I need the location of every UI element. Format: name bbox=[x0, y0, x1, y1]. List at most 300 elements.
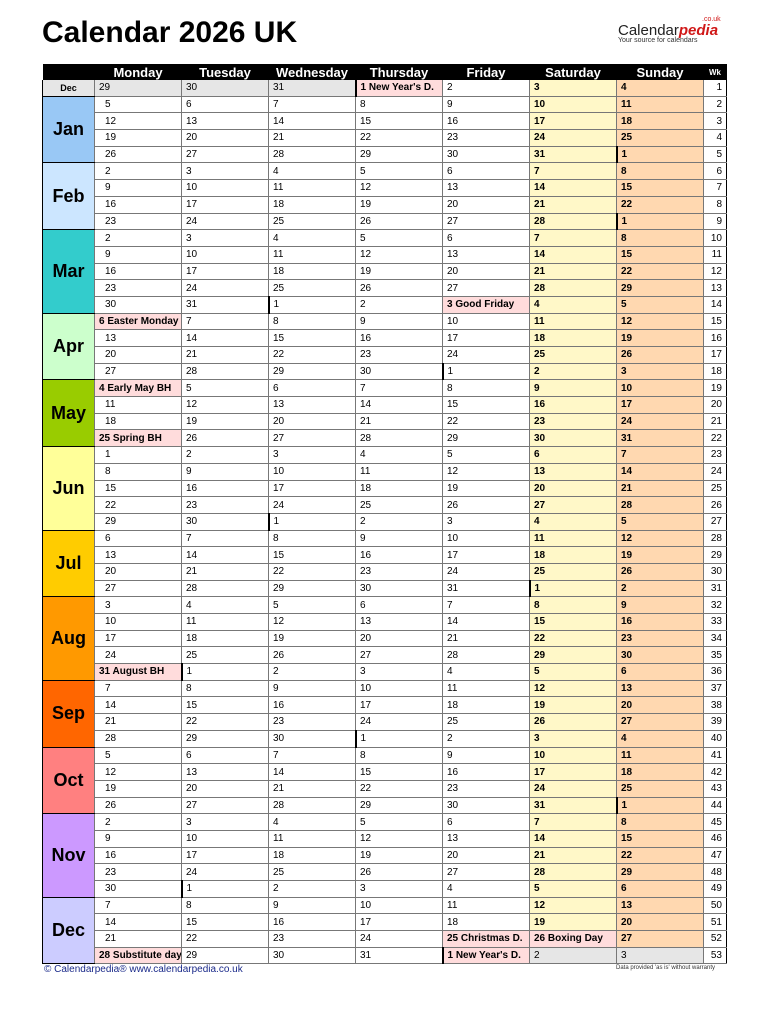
day-cell[interactable]: 12 bbox=[356, 830, 443, 847]
day-cell[interactable]: 27 bbox=[443, 213, 530, 230]
day-cell[interactable]: 30 bbox=[182, 513, 269, 530]
holiday-cell[interactable]: 25 Christmas D. bbox=[443, 931, 530, 948]
day-cell[interactable]: 6 bbox=[95, 530, 182, 547]
day-cell[interactable]: 5 bbox=[356, 230, 443, 247]
day-cell[interactable]: 13 bbox=[356, 614, 443, 631]
day-cell[interactable]: 31 bbox=[617, 430, 704, 447]
day-cell[interactable]: 13 bbox=[182, 764, 269, 781]
day-cell[interactable]: 23 bbox=[182, 497, 269, 514]
day-cell[interactable]: 8 bbox=[617, 230, 704, 247]
day-cell[interactable]: 23 bbox=[356, 347, 443, 364]
day-cell[interactable]: 11 bbox=[356, 463, 443, 480]
day-cell[interactable]: 16 bbox=[356, 330, 443, 347]
day-cell[interactable]: 8 bbox=[182, 897, 269, 914]
day-cell[interactable]: 15 bbox=[95, 480, 182, 497]
day-cell[interactable]: 26 bbox=[95, 797, 182, 814]
day-cell[interactable]: 18 bbox=[443, 697, 530, 714]
day-cell[interactable]: 21 bbox=[182, 563, 269, 580]
day-cell[interactable]: 21 bbox=[617, 480, 704, 497]
day-cell[interactable]: 4 bbox=[182, 597, 269, 614]
day-cell[interactable]: 10 bbox=[182, 246, 269, 263]
day-cell[interactable]: 5 bbox=[356, 163, 443, 180]
day-cell[interactable]: 27 bbox=[443, 280, 530, 297]
day-cell[interactable]: 4 bbox=[356, 447, 443, 464]
holiday-cell[interactable]: 28 Substitute day bbox=[95, 947, 182, 964]
day-cell[interactable]: 8 bbox=[530, 597, 617, 614]
day-cell[interactable]: 5 bbox=[617, 513, 704, 530]
day-cell[interactable]: 28 bbox=[443, 647, 530, 664]
day-cell[interactable]: 6 bbox=[182, 96, 269, 113]
day-cell[interactable]: 5 bbox=[530, 881, 617, 898]
day-cell[interactable]: 19 bbox=[95, 130, 182, 147]
day-cell[interactable]: 28 bbox=[269, 146, 356, 163]
day-cell[interactable]: 15 bbox=[356, 764, 443, 781]
day-cell[interactable]: 31 bbox=[269, 80, 356, 96]
day-cell[interactable]: 10 bbox=[443, 313, 530, 330]
day-cell[interactable]: 23 bbox=[95, 864, 182, 881]
day-cell[interactable]: 26 bbox=[617, 347, 704, 364]
day-cell[interactable]: 13 bbox=[443, 830, 530, 847]
holiday-cell[interactable]: 6 Easter Monday bbox=[95, 313, 182, 330]
day-cell[interactable]: 2 bbox=[182, 447, 269, 464]
day-cell[interactable]: 9 bbox=[95, 246, 182, 263]
day-cell[interactable]: 20 bbox=[182, 780, 269, 797]
day-cell[interactable]: 6 bbox=[443, 814, 530, 831]
day-cell[interactable]: 29 bbox=[269, 580, 356, 597]
day-cell[interactable]: 2 bbox=[269, 664, 356, 681]
day-cell[interactable]: 22 bbox=[356, 130, 443, 147]
day-cell[interactable]: 16 bbox=[95, 847, 182, 864]
day-cell[interactable]: 29 bbox=[443, 430, 530, 447]
day-cell[interactable]: 25 bbox=[269, 864, 356, 881]
day-cell[interactable]: 21 bbox=[95, 931, 182, 948]
day-cell[interactable]: 23 bbox=[356, 563, 443, 580]
day-cell[interactable]: 26 bbox=[269, 647, 356, 664]
day-cell[interactable]: 19 bbox=[617, 330, 704, 347]
day-cell[interactable]: 8 bbox=[356, 96, 443, 113]
day-cell[interactable]: 28 bbox=[269, 797, 356, 814]
day-cell[interactable]: 17 bbox=[356, 697, 443, 714]
day-cell[interactable]: 10 bbox=[530, 747, 617, 764]
day-cell[interactable]: 4 bbox=[530, 513, 617, 530]
day-cell[interactable]: 3 bbox=[617, 363, 704, 380]
day-cell[interactable]: 20 bbox=[443, 263, 530, 280]
day-cell[interactable]: 19 bbox=[269, 630, 356, 647]
day-cell[interactable]: 4 bbox=[269, 163, 356, 180]
day-cell[interactable]: 20 bbox=[182, 130, 269, 147]
day-cell[interactable]: 30 bbox=[617, 647, 704, 664]
day-cell[interactable]: 7 bbox=[356, 380, 443, 397]
day-cell[interactable]: 10 bbox=[182, 180, 269, 197]
day-cell[interactable]: 11 bbox=[443, 680, 530, 697]
day-cell[interactable]: 5 bbox=[95, 747, 182, 764]
day-cell[interactable]: 21 bbox=[269, 130, 356, 147]
day-cell[interactable]: 12 bbox=[617, 530, 704, 547]
day-cell[interactable]: 11 bbox=[617, 96, 704, 113]
day-cell[interactable]: 4 bbox=[617, 730, 704, 747]
day-cell[interactable]: 27 bbox=[617, 714, 704, 731]
day-cell[interactable]: 1 bbox=[530, 580, 617, 597]
day-cell[interactable]: 24 bbox=[182, 280, 269, 297]
day-cell[interactable]: 8 bbox=[182, 680, 269, 697]
day-cell[interactable]: 8 bbox=[95, 463, 182, 480]
day-cell[interactable]: 16 bbox=[530, 397, 617, 414]
day-cell[interactable]: 4 bbox=[443, 664, 530, 681]
day-cell[interactable]: 25 bbox=[356, 497, 443, 514]
day-cell[interactable]: 27 bbox=[95, 363, 182, 380]
day-cell[interactable]: 11 bbox=[95, 397, 182, 414]
day-cell[interactable]: 27 bbox=[182, 797, 269, 814]
day-cell[interactable]: 18 bbox=[443, 914, 530, 931]
day-cell[interactable]: 16 bbox=[95, 196, 182, 213]
day-cell[interactable]: 3 bbox=[95, 597, 182, 614]
day-cell[interactable]: 14 bbox=[269, 764, 356, 781]
day-cell[interactable]: 10 bbox=[95, 614, 182, 631]
day-cell[interactable]: 9 bbox=[443, 747, 530, 764]
day-cell[interactable]: 1 bbox=[617, 797, 704, 814]
day-cell[interactable]: 5 bbox=[443, 447, 530, 464]
day-cell[interactable]: 27 bbox=[269, 430, 356, 447]
day-cell[interactable]: 11 bbox=[617, 747, 704, 764]
day-cell[interactable]: 28 bbox=[182, 363, 269, 380]
day-cell[interactable]: 21 bbox=[530, 263, 617, 280]
day-cell[interactable]: 1 bbox=[443, 363, 530, 380]
day-cell[interactable]: 6 bbox=[182, 747, 269, 764]
day-cell[interactable]: 3 bbox=[182, 163, 269, 180]
day-cell[interactable]: 18 bbox=[182, 630, 269, 647]
day-cell[interactable]: 16 bbox=[356, 547, 443, 564]
day-cell[interactable]: 9 bbox=[443, 96, 530, 113]
day-cell[interactable]: 8 bbox=[617, 814, 704, 831]
day-cell[interactable]: 24 bbox=[182, 213, 269, 230]
day-cell[interactable]: 5 bbox=[269, 597, 356, 614]
day-cell[interactable]: 4 bbox=[530, 296, 617, 313]
day-cell[interactable]: 19 bbox=[356, 196, 443, 213]
day-cell[interactable]: 30 bbox=[443, 146, 530, 163]
day-cell[interactable]: 22 bbox=[269, 347, 356, 364]
day-cell[interactable]: 7 bbox=[530, 814, 617, 831]
holiday-cell[interactable]: 1 New Year's D. bbox=[356, 80, 443, 96]
day-cell[interactable]: 22 bbox=[617, 847, 704, 864]
day-cell[interactable]: 8 bbox=[269, 530, 356, 547]
day-cell[interactable]: 29 bbox=[182, 730, 269, 747]
day-cell[interactable]: 2 bbox=[530, 947, 617, 964]
day-cell[interactable]: 29 bbox=[356, 797, 443, 814]
day-cell[interactable]: 23 bbox=[95, 280, 182, 297]
day-cell[interactable]: 4 bbox=[617, 80, 704, 96]
day-cell[interactable]: 28 bbox=[617, 497, 704, 514]
day-cell[interactable]: 10 bbox=[269, 463, 356, 480]
day-cell[interactable]: 31 bbox=[530, 797, 617, 814]
day-cell[interactable]: 1 bbox=[95, 447, 182, 464]
holiday-cell[interactable]: 31 August BH bbox=[95, 664, 182, 681]
day-cell[interactable]: 9 bbox=[269, 680, 356, 697]
day-cell[interactable]: 13 bbox=[95, 330, 182, 347]
day-cell[interactable]: 21 bbox=[530, 847, 617, 864]
day-cell[interactable]: 8 bbox=[269, 313, 356, 330]
day-cell[interactable]: 14 bbox=[182, 547, 269, 564]
day-cell[interactable]: 15 bbox=[269, 330, 356, 347]
day-cell[interactable]: 27 bbox=[443, 864, 530, 881]
day-cell[interactable]: 30 bbox=[443, 797, 530, 814]
day-cell[interactable]: 16 bbox=[95, 263, 182, 280]
day-cell[interactable]: 2 bbox=[443, 730, 530, 747]
day-cell[interactable]: 14 bbox=[182, 330, 269, 347]
day-cell[interactable]: 29 bbox=[95, 80, 182, 96]
day-cell[interactable]: 18 bbox=[530, 547, 617, 564]
day-cell[interactable]: 12 bbox=[356, 246, 443, 263]
day-cell[interactable]: 15 bbox=[617, 180, 704, 197]
day-cell[interactable]: 23 bbox=[443, 130, 530, 147]
day-cell[interactable]: 7 bbox=[182, 313, 269, 330]
day-cell[interactable]: 19 bbox=[530, 697, 617, 714]
day-cell[interactable]: 23 bbox=[443, 780, 530, 797]
day-cell[interactable]: 24 bbox=[356, 714, 443, 731]
day-cell[interactable]: 18 bbox=[269, 263, 356, 280]
day-cell[interactable]: 9 bbox=[269, 897, 356, 914]
day-cell[interactable]: 29 bbox=[530, 647, 617, 664]
day-cell[interactable]: 25 bbox=[182, 647, 269, 664]
day-cell[interactable]: 27 bbox=[95, 580, 182, 597]
day-cell[interactable]: 7 bbox=[95, 897, 182, 914]
day-cell[interactable]: 25 bbox=[530, 563, 617, 580]
day-cell[interactable]: 2 bbox=[617, 580, 704, 597]
day-cell[interactable]: 3 bbox=[443, 513, 530, 530]
day-cell[interactable]: 25 bbox=[617, 780, 704, 797]
day-cell[interactable]: 23 bbox=[617, 630, 704, 647]
day-cell[interactable]: 13 bbox=[182, 113, 269, 130]
day-cell[interactable]: 31 bbox=[182, 296, 269, 313]
day-cell[interactable]: 18 bbox=[95, 413, 182, 430]
day-cell[interactable]: 14 bbox=[269, 113, 356, 130]
day-cell[interactable]: 26 bbox=[95, 146, 182, 163]
day-cell[interactable]: 13 bbox=[617, 680, 704, 697]
day-cell[interactable]: 26 bbox=[356, 864, 443, 881]
day-cell[interactable]: 9 bbox=[95, 830, 182, 847]
day-cell[interactable]: 17 bbox=[443, 547, 530, 564]
day-cell[interactable]: 5 bbox=[95, 96, 182, 113]
day-cell[interactable]: 23 bbox=[269, 714, 356, 731]
day-cell[interactable]: 22 bbox=[182, 714, 269, 731]
day-cell[interactable]: 20 bbox=[356, 630, 443, 647]
day-cell[interactable]: 12 bbox=[95, 764, 182, 781]
day-cell[interactable]: 19 bbox=[95, 780, 182, 797]
day-cell[interactable]: 21 bbox=[530, 196, 617, 213]
day-cell[interactable]: 11 bbox=[443, 897, 530, 914]
day-cell[interactable]: 22 bbox=[182, 931, 269, 948]
day-cell[interactable]: 22 bbox=[269, 563, 356, 580]
day-cell[interactable]: 7 bbox=[95, 680, 182, 697]
day-cell[interactable]: 15 bbox=[530, 614, 617, 631]
day-cell[interactable]: 17 bbox=[443, 330, 530, 347]
day-cell[interactable]: 15 bbox=[269, 547, 356, 564]
day-cell[interactable]: 4 bbox=[269, 230, 356, 247]
day-cell[interactable]: 6 bbox=[617, 881, 704, 898]
day-cell[interactable]: 16 bbox=[269, 697, 356, 714]
day-cell[interactable]: 10 bbox=[617, 380, 704, 397]
day-cell[interactable]: 30 bbox=[269, 730, 356, 747]
day-cell[interactable]: 3 bbox=[356, 664, 443, 681]
day-cell[interactable]: 22 bbox=[443, 413, 530, 430]
day-cell[interactable]: 7 bbox=[530, 163, 617, 180]
day-cell[interactable]: 24 bbox=[182, 864, 269, 881]
day-cell[interactable]: 17 bbox=[182, 196, 269, 213]
day-cell[interactable]: 20 bbox=[443, 196, 530, 213]
day-cell[interactable]: 20 bbox=[617, 697, 704, 714]
day-cell[interactable]: 11 bbox=[182, 614, 269, 631]
day-cell[interactable]: 17 bbox=[182, 263, 269, 280]
day-cell[interactable]: 26 bbox=[443, 497, 530, 514]
day-cell[interactable]: 5 bbox=[182, 380, 269, 397]
day-cell[interactable]: 1 bbox=[617, 213, 704, 230]
day-cell[interactable]: 17 bbox=[530, 764, 617, 781]
day-cell[interactable]: 3 bbox=[530, 80, 617, 96]
day-cell[interactable]: 8 bbox=[617, 163, 704, 180]
day-cell[interactable]: 17 bbox=[356, 914, 443, 931]
day-cell[interactable]: 10 bbox=[356, 897, 443, 914]
day-cell[interactable]: 13 bbox=[443, 246, 530, 263]
day-cell[interactable]: 14 bbox=[95, 914, 182, 931]
day-cell[interactable]: 29 bbox=[356, 146, 443, 163]
day-cell[interactable]: 7 bbox=[617, 447, 704, 464]
day-cell[interactable]: 30 bbox=[182, 80, 269, 96]
day-cell[interactable]: 4 bbox=[443, 881, 530, 898]
day-cell[interactable]: 10 bbox=[182, 830, 269, 847]
day-cell[interactable]: 3 bbox=[356, 881, 443, 898]
day-cell[interactable]: 14 bbox=[530, 180, 617, 197]
day-cell[interactable]: 20 bbox=[269, 413, 356, 430]
day-cell[interactable]: 12 bbox=[443, 463, 530, 480]
day-cell[interactable]: 15 bbox=[617, 246, 704, 263]
day-cell[interactable]: 17 bbox=[95, 630, 182, 647]
day-cell[interactable]: 18 bbox=[269, 847, 356, 864]
day-cell[interactable]: 1 bbox=[269, 513, 356, 530]
day-cell[interactable]: 25 bbox=[269, 280, 356, 297]
holiday-cell[interactable]: 3 Good Friday bbox=[443, 296, 530, 313]
day-cell[interactable]: 7 bbox=[182, 530, 269, 547]
day-cell[interactable]: 12 bbox=[617, 313, 704, 330]
day-cell[interactable]: 12 bbox=[95, 113, 182, 130]
day-cell[interactable]: 30 bbox=[356, 580, 443, 597]
day-cell[interactable]: 14 bbox=[617, 463, 704, 480]
day-cell[interactable]: 6 bbox=[530, 447, 617, 464]
day-cell[interactable]: 15 bbox=[356, 113, 443, 130]
day-cell[interactable]: 18 bbox=[617, 764, 704, 781]
day-cell[interactable]: 26 bbox=[617, 563, 704, 580]
day-cell[interactable]: 13 bbox=[443, 180, 530, 197]
day-cell[interactable]: 29 bbox=[182, 947, 269, 964]
day-cell[interactable]: 7 bbox=[269, 96, 356, 113]
day-cell[interactable]: 11 bbox=[269, 246, 356, 263]
day-cell[interactable]: 17 bbox=[182, 847, 269, 864]
day-cell[interactable]: 23 bbox=[95, 213, 182, 230]
day-cell[interactable]: 19 bbox=[443, 480, 530, 497]
day-cell[interactable]: 21 bbox=[95, 714, 182, 731]
day-cell[interactable]: 20 bbox=[443, 847, 530, 864]
day-cell[interactable]: 18 bbox=[617, 113, 704, 130]
day-cell[interactable]: 21 bbox=[356, 413, 443, 430]
day-cell[interactable]: 29 bbox=[617, 280, 704, 297]
day-cell[interactable]: 2 bbox=[356, 513, 443, 530]
day-cell[interactable]: 16 bbox=[443, 113, 530, 130]
day-cell[interactable]: 9 bbox=[530, 380, 617, 397]
day-cell[interactable]: 21 bbox=[443, 630, 530, 647]
day-cell[interactable]: 9 bbox=[356, 530, 443, 547]
day-cell[interactable]: 13 bbox=[95, 547, 182, 564]
day-cell[interactable]: 24 bbox=[443, 563, 530, 580]
day-cell[interactable]: 28 bbox=[530, 280, 617, 297]
day-cell[interactable]: 1 bbox=[356, 730, 443, 747]
day-cell[interactable]: 19 bbox=[356, 847, 443, 864]
day-cell[interactable]: 24 bbox=[617, 413, 704, 430]
day-cell[interactable]: 23 bbox=[530, 413, 617, 430]
day-cell[interactable]: 23 bbox=[269, 931, 356, 948]
day-cell[interactable]: 9 bbox=[182, 463, 269, 480]
day-cell[interactable]: 14 bbox=[356, 397, 443, 414]
holiday-cell[interactable]: 4 Early May BH bbox=[95, 380, 182, 397]
day-cell[interactable]: 16 bbox=[182, 480, 269, 497]
day-cell[interactable]: 24 bbox=[530, 130, 617, 147]
day-cell[interactable]: 20 bbox=[95, 347, 182, 364]
day-cell[interactable]: 16 bbox=[443, 764, 530, 781]
day-cell[interactable]: 20 bbox=[95, 563, 182, 580]
day-cell[interactable]: 12 bbox=[269, 614, 356, 631]
day-cell[interactable]: 28 bbox=[182, 580, 269, 597]
day-cell[interactable]: 29 bbox=[269, 363, 356, 380]
day-cell[interactable]: 30 bbox=[530, 430, 617, 447]
day-cell[interactable]: 28 bbox=[95, 730, 182, 747]
day-cell[interactable]: 19 bbox=[182, 413, 269, 430]
footer-copyright[interactable]: © Calendarpedia® www.calendarpedia.co.uk bbox=[44, 964, 243, 975]
day-cell[interactable]: 15 bbox=[182, 697, 269, 714]
day-cell[interactable]: 6 bbox=[269, 380, 356, 397]
day-cell[interactable]: 26 bbox=[356, 280, 443, 297]
day-cell[interactable]: 2 bbox=[95, 814, 182, 831]
day-cell[interactable]: 5 bbox=[356, 814, 443, 831]
day-cell[interactable]: 5 bbox=[530, 664, 617, 681]
day-cell[interactable]: 10 bbox=[530, 96, 617, 113]
day-cell[interactable]: 17 bbox=[269, 480, 356, 497]
day-cell[interactable]: 22 bbox=[617, 196, 704, 213]
day-cell[interactable]: 24 bbox=[443, 347, 530, 364]
day-cell[interactable]: 27 bbox=[617, 931, 704, 948]
day-cell[interactable]: 3 bbox=[269, 447, 356, 464]
day-cell[interactable]: 1 bbox=[617, 146, 704, 163]
day-cell[interactable]: 13 bbox=[617, 897, 704, 914]
day-cell[interactable]: 1 bbox=[182, 664, 269, 681]
day-cell[interactable]: 31 bbox=[530, 146, 617, 163]
day-cell[interactable]: 16 bbox=[269, 914, 356, 931]
day-cell[interactable]: 12 bbox=[530, 897, 617, 914]
day-cell[interactable]: 19 bbox=[617, 547, 704, 564]
day-cell[interactable]: 27 bbox=[356, 647, 443, 664]
holiday-cell[interactable]: 1 New Year's D. bbox=[443, 947, 530, 964]
day-cell[interactable]: 13 bbox=[269, 397, 356, 414]
day-cell[interactable]: 21 bbox=[182, 347, 269, 364]
day-cell[interactable]: 12 bbox=[356, 180, 443, 197]
day-cell[interactable]: 24 bbox=[269, 497, 356, 514]
day-cell[interactable]: 19 bbox=[530, 914, 617, 931]
day-cell[interactable]: 2 bbox=[95, 230, 182, 247]
day-cell[interactable]: 2 bbox=[356, 296, 443, 313]
day-cell[interactable]: 25 bbox=[443, 714, 530, 731]
day-cell[interactable]: 3 bbox=[182, 814, 269, 831]
calendarpedia-logo[interactable] bbox=[618, 16, 728, 44]
day-cell[interactable]: 6 bbox=[443, 230, 530, 247]
day-cell[interactable]: 7 bbox=[530, 230, 617, 247]
day-cell[interactable]: 24 bbox=[530, 780, 617, 797]
day-cell[interactable]: 12 bbox=[530, 680, 617, 697]
